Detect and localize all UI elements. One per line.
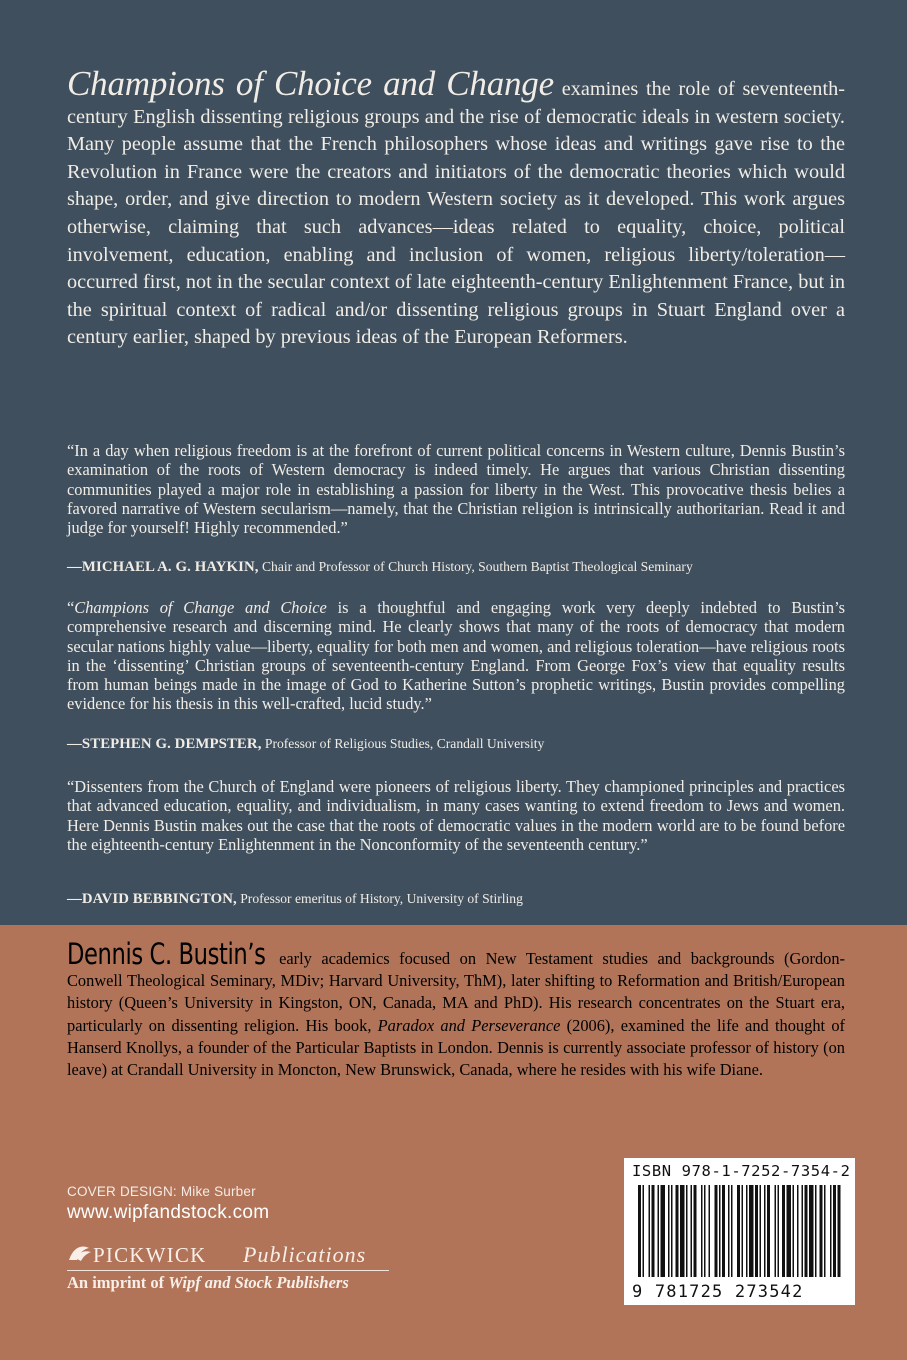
barcode-bar: [658, 1185, 660, 1277]
barcode-digits: 9 781725 273542: [632, 1282, 804, 1302]
barcode-bar: [668, 1185, 670, 1277]
author-name: Dennis C. Bustin’s: [67, 937, 266, 971]
barcode-bar: [728, 1185, 730, 1277]
endorsement-quote-2: [67, 598, 845, 714]
barcode-bar: [833, 1185, 836, 1277]
cover-design-credit: COVER DESIGN: Mike Surber: [67, 1184, 256, 1199]
barcode-bar: [709, 1185, 711, 1277]
barcode-bar: [809, 1185, 814, 1277]
barcode-bar: [749, 1185, 754, 1277]
barcode-bar: [719, 1185, 721, 1277]
barcode-bar: [676, 1185, 679, 1277]
barcode-bar: [643, 1185, 645, 1277]
barcode-bar: [782, 1185, 785, 1277]
isbn-label: ISBN 978-1-7252-7354-2: [632, 1162, 851, 1180]
barcode-bar: [649, 1185, 651, 1277]
barcode-bar: [671, 1185, 673, 1277]
barcode-bar: [820, 1185, 823, 1277]
bio-text-2: (2006), examined the life and thought of Hanserd Knollys, a founder of the Particular Baptists in London. Dennis is currently associate professor of history (on leave) at Crandall University in Moncton, New Brunswick, Canada, where he resides with his wife Diane.: [67, 1015, 845, 1080]
barcode-bar: [802, 1185, 804, 1277]
previous-book-title: Paradox and Perseverance: [377, 1015, 561, 1035]
endorsement-quote-1: “In a day when religious freedom is at the forefront of current political concerns in Western culture, Dennis Bustin’s examination of the roots of Western democracy is indeed timely. He argues that various Christian dissenting communities played a major role in establishing a passion for liberty in the West. This provocative thesis belies a favored narrative of Western secularism—namely, that the Christian religion is intrinsically authoritarian. Read it and judge for yourself! Highly recommended.”: [67, 441, 845, 538]
book-title: Champions of Choice and Change: [67, 64, 554, 103]
barcode-bar: [767, 1185, 770, 1277]
imprint-name: Wipf and Stock Publishers: [168, 1273, 349, 1292]
description-text: examines the role of seventeenth-century English dissenting religious groups and the rise of democratic ideals in western society. Many people assume that the French philosophers whose ideas and writings gave rise to the Revolution in France were the creators and initiators of the democratic theories which would shape, order, and give direction to modern Western society as it developed. This work argues otherwise, claiming that such advances—ideas related to equality, choice, political involvement, education, enabling and inclusion of women, religious liberty/toleration—occurred first, not in the secular context of late eighteenth-century Enlightenment France, but in the spiritual context of radical and/or dissenting religious groups in Stuart England over a century earlier, shaped by previous ideas of the European Reformers.: [67, 78, 845, 349]
imprint-line: [67, 1273, 349, 1293]
barcode-bar: [764, 1185, 766, 1277]
endorsement-attribution-1: [67, 558, 845, 576]
endorser-name-3: —DAVID BEBBINGTON,: [67, 891, 237, 907]
barcode-bar: [661, 1185, 666, 1277]
publisher-word: PICKWICK: [93, 1243, 207, 1267]
barcode-bar: [652, 1185, 655, 1277]
bio-text-1: early academics focused on New Testament studies and backgrounds (Gordon-Conwell Theological Seminary, MDiv; Harvard University, ThM), later shifting to Reformation and British/European history (Queen’s University in Kingston, ON, Canada, MA and PhD). His research concentrates on the Stuart era, particularly on dissenting religion. His book,: [67, 949, 845, 1035]
barcode-bar: [815, 1185, 817, 1277]
pickwick-ornament-icon: [69, 1247, 91, 1262]
barcode-bar: [701, 1185, 703, 1277]
endorser-title-1: Chair and Professor of Church History, Southern Baptist Theological Seminary: [258, 559, 693, 574]
barcode-bar: [691, 1185, 693, 1277]
endorsed-book-title: Champions of Change and Choice: [74, 598, 327, 617]
book-description: [67, 64, 845, 352]
endorser-title-2: Professor of Religious Studies, Crandall University: [261, 736, 545, 751]
barcode-bar: [755, 1185, 758, 1277]
imprint-prefix: An imprint of: [67, 1273, 169, 1292]
barcode-icon: [630, 1183, 850, 1303]
publisher-website[interactable]: www.wipfandstock.com: [67, 1202, 270, 1223]
endorsement-quote-3: “Dissenters from the Church of England were pioneers of religious liberty. They championed principles and practices that advanced education, equality, and individualism, in many cases wanting to extend freedom to Jews and women. Here Dennis Bustin makes out the case that the roots of democratic values in the modern world are to be found before the eighteenth-century Enlightenment in the Nonconformity of the seventeenth century.”: [67, 777, 845, 854]
barcode-bar: [787, 1185, 792, 1277]
barcode-bar: [694, 1185, 697, 1277]
author-bio: [67, 937, 845, 1081]
endorsement-quote-2-text: is a thoughtful and engaging work very deeply indebted to Bustin’s comprehensive research and discerning mind. He clearly shows that many of the roots of democracy that modern secular nations highly value—liberty, equality for both men and women, and religious toleration—have religious roots in the ‘dissenting’ Christian groups of seventeenth-century England. From George Fox’s view that equality results from human beings made in the image of God to Katherine Sutton’s prophetic writings, Bustin provides compelling evidence for his thesis in this well-crafted, lucid study.”: [67, 598, 845, 714]
barcode-bar: [793, 1185, 795, 1277]
barcode-bar: [638, 1185, 641, 1277]
publisher-italic: Publications: [243, 1242, 367, 1267]
logo-divider: [67, 1270, 389, 1271]
barcode-bar: [838, 1185, 841, 1277]
barcode-bar: [797, 1185, 799, 1277]
barcode-bar: [731, 1185, 733, 1277]
barcode-bar: [715, 1185, 718, 1277]
quote-open-mark: “: [67, 598, 75, 617]
barcode-bar: [746, 1185, 748, 1277]
endorser-title-3: Professor emeritus of History, University of Stirling: [236, 891, 523, 906]
barcode-bar: [830, 1185, 832, 1277]
barcode-bar: [760, 1185, 762, 1277]
endorsement-attribution-2: [67, 735, 845, 753]
endorser-name-2: —STEPHEN G. DEMPSTER,: [67, 736, 262, 752]
barcode-bar: [737, 1185, 740, 1277]
barcode-bar: [722, 1185, 725, 1277]
pickwick-logo-icon: [67, 1240, 392, 1268]
barcode-bar: [824, 1185, 826, 1277]
barcode-bar: [686, 1185, 688, 1277]
barcode-bar: [805, 1185, 808, 1277]
barcode-bar: [680, 1185, 685, 1277]
endorser-name-1: —MICHAEL A. G. HAYKIN,: [67, 559, 259, 575]
barcode-bar: [775, 1185, 777, 1277]
endorsement-attribution-3: [67, 890, 845, 908]
barcode-bar: [704, 1185, 706, 1277]
barcode-bar: [742, 1185, 744, 1277]
barcode-bar: [778, 1185, 780, 1277]
